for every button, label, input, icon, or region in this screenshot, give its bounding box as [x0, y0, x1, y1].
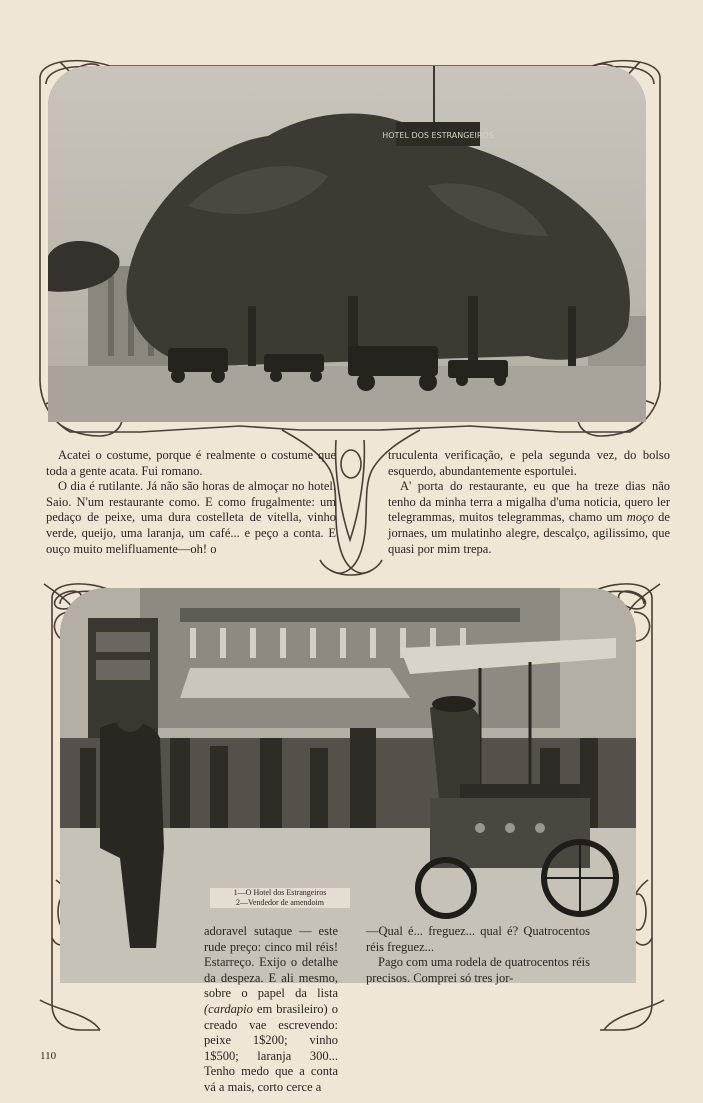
paragraph: O dia é rutilante. Já não são horas de almoçar no hotel. Saio. N'um restaurante como. E como frugalmente: um pedaço de peixe, uma dura costelleta de vitella, vinho verde, queijo, uma laranja, um café... e peço a conta. E ouço muito melifluamente—oh! o: [46, 479, 336, 556]
hotel-sign-text: HOTEL DOS ESTRANGEIROS: [382, 131, 494, 140]
paragraph: [204, 924, 338, 1096]
paragraph: Acatei o costume, porque é realmente o costume que toda a gente acata. Fui romano.: [46, 448, 336, 478]
paragraph: Pago com uma rodela de quatrocentos réis precisos. Comprei só tres jor-: [366, 955, 590, 985]
text-run: adoravel sutaque — este rude preço: cinco mil réis! Estarreço. Exijo o detalhe da despeza. E ali mesmo, sobre o papel da lista: [204, 924, 338, 1001]
photo-captions: [210, 888, 350, 908]
text-column-bottom-left: [204, 924, 338, 1096]
caption-line-1: 1—O Hotel dos Estrangeiros: [233, 888, 327, 897]
text-run: de jornaes, um mulatinho alegre, descalço, agilissimo, que quasi por mim trepa.: [388, 510, 670, 556]
italic-word: (cardapio: [204, 1001, 253, 1016]
caption-line-2: 2—Vendedor de amendoim: [236, 898, 324, 907]
text-column-left: [46, 448, 336, 557]
paragraph: truculenta verificação, e pela segunda vez, do bolso esquerdo, abundantemente esportulei.: [388, 448, 670, 478]
text-column-right: [388, 448, 670, 557]
paragraph: —Qual é... freguez... qual é? Quatrocentos réis freguez...: [366, 924, 590, 954]
text-run: A' porta do restaurante, eu que ha treze dias não tenho da minha terra a migalha d'uma noticia, quero ler telegrammas, muitos telegrammas, chamo um: [388, 479, 670, 525]
page-number: 110: [40, 1050, 57, 1062]
text-run: em brasileiro) o creado vae escrevendo: peixe 1$200; vinho 1$500; laranja 300... Tenho medo que a conta vá a mais, corto cerce a: [204, 1001, 338, 1094]
photo-hotel-dos-estrangeiros: [48, 66, 646, 422]
paragraph: [388, 479, 670, 557]
text-column-bottom-right: [366, 924, 590, 986]
italic-word: moço: [626, 510, 654, 525]
